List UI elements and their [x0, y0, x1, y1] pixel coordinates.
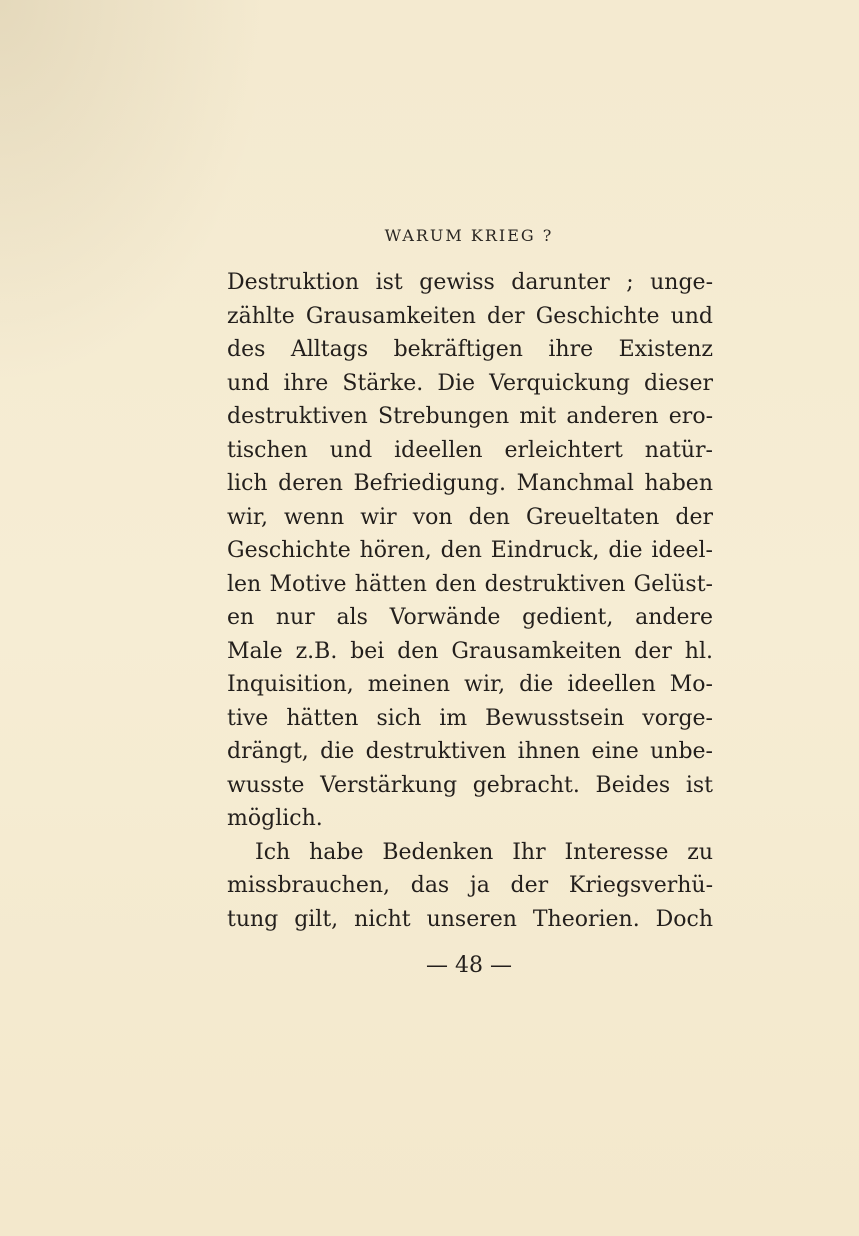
text-line: tive hätten sich im Bewusstsein vorge- [227, 705, 713, 731]
running-header: WARUM KRIEG ? [384, 226, 554, 245]
text-line: wir, wenn wir von den Greueltaten der [227, 504, 713, 530]
text-line: drängt, die destruktiven ihnen eine unbe- [227, 739, 713, 764]
text-line: lich deren Befriedigung. Manchmal haben [227, 471, 713, 496]
body-text [227, 266, 713, 936]
text-line: Geschichte hören, den Eindruck, die ideel- [227, 538, 713, 563]
text-line: tung gilt, nicht unseren Theorien. Doch [227, 906, 713, 932]
text-line: zählte Grausamkeiten der Geschichte und [227, 303, 713, 329]
text-line: tischen und ideellen erleichtert natür- [227, 437, 713, 463]
text-line: des Alltags bekräftigen ihre Existenz [227, 337, 713, 362]
text-line: Destruktion ist gewiss darunter ; unge- [227, 270, 713, 295]
page-number: — 48 — [426, 953, 512, 978]
text-line: möglich. [227, 806, 323, 831]
text-line: Male z.B. bei den Grausamkeiten der hl. [227, 638, 713, 664]
text-line: len Motive hätten den destruktiven Gelüst- [227, 571, 713, 597]
text-line: Inquisition, meinen wir, die ideellen Mo- [227, 672, 713, 697]
text-line: missbrauchen, das ja der Kriegsverhü- [227, 873, 713, 898]
text-line: und ihre Stärke. Die Verquickung dieser [227, 370, 713, 396]
text-line: destruktiven Strebungen mit anderen ero- [227, 404, 713, 429]
text-line-paragraph-start: Ich habe Bedenken Ihr Interesse zu [255, 839, 713, 865]
text-line: wusste Verstärkung gebracht. Beides ist [227, 772, 713, 798]
text-line: en nur als Vorwände gedient, andere [227, 605, 713, 630]
